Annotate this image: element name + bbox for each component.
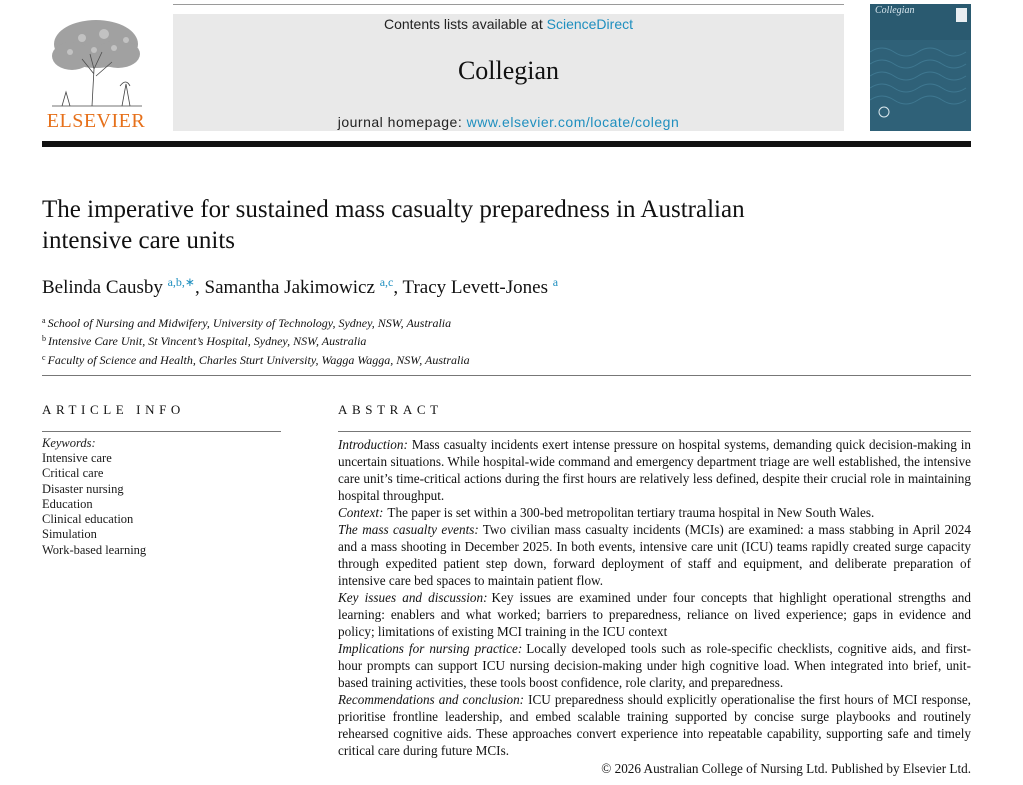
abstract-section-label: Introduction: bbox=[338, 437, 408, 452]
affiliation-list bbox=[42, 313, 470, 368]
article-info-heading: ARTICLE INFO bbox=[42, 402, 185, 417]
article-title bbox=[42, 194, 922, 256]
abstract-section-label: The mass casualty events: bbox=[338, 522, 479, 537]
affiliation-text: Faculty of Science and Health, Charles Sturt University, Wagga Wagga, NSW, Australia bbox=[47, 352, 470, 367]
keyword-item: Clinical education bbox=[42, 512, 134, 527]
homepage-prefix: journal homepage: bbox=[337, 114, 467, 130]
affiliation-text: Intensive Care Unit, St Vincent’s Hospital, Sydney, NSW, Australia bbox=[48, 334, 367, 349]
abstract-body bbox=[338, 436, 971, 759]
author-separator: , bbox=[195, 277, 205, 298]
abstract-section-recommendations bbox=[338, 691, 971, 759]
title-line-2: intensive care units bbox=[42, 227, 235, 254]
abstract-section-text: Locally developed tools such as role-specific checklists, cognitive aids, and first-hour prompts can support ICU nursing decision-making under high cognitive load. When integrated into brief, unit-based training activities, these tools boost confidence, role clarity, and preparedness. bbox=[338, 641, 971, 690]
author-name[interactable]: Belinda Causby bbox=[42, 277, 163, 298]
affiliation-mark: b bbox=[42, 334, 46, 344]
abstract-section-introduction bbox=[338, 436, 971, 504]
abstract-section-implications bbox=[338, 640, 971, 691]
keyword-list bbox=[42, 451, 146, 558]
author-affiliation-marks[interactable]: a,b,∗ bbox=[167, 275, 195, 289]
keyword-item: Education bbox=[42, 496, 93, 511]
affiliation-item bbox=[42, 350, 470, 368]
author-affiliation-marks[interactable]: a bbox=[552, 275, 559, 289]
title-line-1: The imperative for sustained mass casualty preparedness in Australian bbox=[42, 196, 745, 223]
keyword-item: Disaster nursing bbox=[42, 481, 124, 496]
author-separator: , bbox=[393, 277, 403, 298]
keyword-item: Intensive care bbox=[42, 451, 112, 465]
top-divider bbox=[173, 4, 844, 5]
cover-pattern-icon bbox=[870, 4, 971, 131]
abstract-section-events bbox=[338, 521, 971, 589]
keyword-item: Work-based learning bbox=[42, 542, 147, 557]
abstract-section-text: The paper is set within a 300-bed metropolitan tertiary trauma hospital in New South Wales. bbox=[387, 505, 875, 520]
publisher-name: ELSEVIER bbox=[46, 110, 146, 132]
abstract-section-text: Two civilian mass casualty incidents (MCIs) are examined: a mass stabbing in April 2024 and a mass shooting in December 2025. In both events, intensive care unit (ICU) teams rapidly created surge capacity through expedited patient step down, forward deployment of staff and equipment, and deliberate preparation of intensive care bed spaces to maintain patient flow. bbox=[338, 522, 971, 588]
journal-cover[interactable] bbox=[870, 4, 971, 131]
elsevier-logo[interactable] bbox=[42, 14, 150, 132]
affiliation-item bbox=[42, 331, 470, 349]
section-divider bbox=[42, 375, 971, 376]
abstract-section-issues bbox=[338, 589, 971, 640]
keyword-item: Critical care bbox=[42, 466, 104, 481]
author-name[interactable]: Tracy Levett-Jones bbox=[402, 277, 548, 298]
keyword-item: Simulation bbox=[42, 527, 97, 542]
abstract-section-label: Recommendations and conclusion: bbox=[338, 692, 525, 707]
author-name[interactable]: Samantha Jakimowicz bbox=[204, 277, 375, 298]
affiliation-mark: a bbox=[42, 316, 46, 325]
homepage-line bbox=[173, 114, 844, 130]
abstract-heading: ABSTRACT bbox=[338, 402, 443, 417]
author-list bbox=[42, 275, 558, 299]
abstract-section-text: ICU preparedness should explicitly operationalise the first hours of MCI response, prioritise frontline leadership, and embed scalable training supported by concise surge playbooks and routinely rehearsed cognitive aids. These approaches convert experience into repeatable capability, supporting safe and timely critical care during future MCIs. bbox=[338, 692, 971, 758]
journal-banner bbox=[173, 14, 844, 131]
author-affiliation-marks[interactable]: a,c bbox=[379, 275, 394, 289]
affiliation-item bbox=[42, 313, 470, 331]
abstract-divider bbox=[338, 431, 971, 432]
keywords-label: Keywords: bbox=[42, 436, 96, 450]
affiliation-mark: c bbox=[42, 352, 46, 362]
cover-title: Collegian bbox=[875, 5, 915, 16]
abstract-section-label: Context: bbox=[338, 505, 384, 520]
contents-line bbox=[173, 16, 844, 32]
copyright-notice: © 2026 Australian College of Nursing Ltd. Published by Elsevier Ltd. bbox=[601, 761, 971, 776]
affiliation-text: School of Nursing and Midwifery, University of Technology, Sydney, NSW, Australia bbox=[47, 316, 452, 330]
contents-prefix: Contents lists available at bbox=[383, 16, 547, 32]
sciencedirect-link[interactable]: ScienceDirect bbox=[546, 16, 633, 32]
abstract-section-label: Implications for nursing practice: bbox=[338, 641, 523, 656]
abstract-section-context bbox=[338, 504, 971, 521]
homepage-link[interactable]: www.elsevier.com/locate/colegn bbox=[466, 114, 680, 130]
tree-icon bbox=[42, 14, 150, 110]
journal-title: Collegian bbox=[457, 56, 560, 85]
abstract-section-text: Mass casualty incidents exert intense pressure on hospital systems, demanding quick decision-making in uncertain situations. While hospital-wide command and emergency department triage are well established, the intensive care unit’s time-critical actions during the first hours are relatively less defined, despite their crucial role in maintaining hospital throughput. bbox=[338, 437, 971, 503]
abstract-section-text: Key issues are examined under four concepts that highlight operational strengths and learning: enablers and what worked; barriers to preparedness, reliance on lived experience; gaps in evidence and policy; limitations of existing MCI training in the ICU context bbox=[338, 590, 971, 639]
article-info-divider bbox=[42, 431, 281, 432]
header-divider bbox=[42, 141, 971, 147]
abstract-section-label: Key issues and discussion: bbox=[338, 590, 488, 605]
